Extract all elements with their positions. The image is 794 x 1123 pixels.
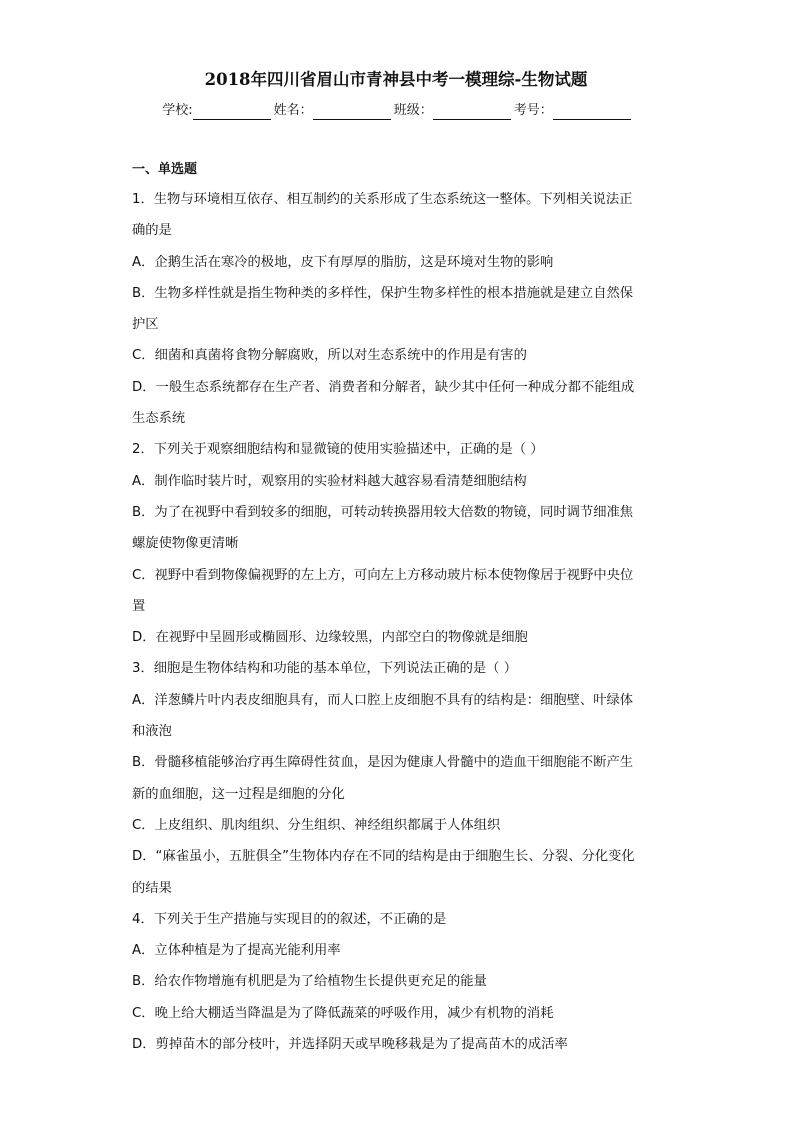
question-3-option-b: 新的血细胞，这一过程是细胞的分化 [132,786,345,802]
exam-number-blank[interactable] [553,105,631,120]
question-2-option-c: 置 [132,598,146,614]
question-1-stem-line: 确的是 [132,223,172,239]
question-4-option-d: D．剪掉苗木的部分枝叶，并选择阴天或早晚移栽是为了提高苗木的成活率 [132,1037,568,1053]
question-3-option-c: C．上皮组织、肌肉组织、分生组织、神经组织都属于人体组织 [132,817,501,833]
question-3-option-b: B．骨髓移植能够治疗再生障碍性贫血，是因为健康人骨髓中的造血干细胞能不断产生 [132,755,634,771]
question-1-option-a: A．企鹅生活在寒冷的极地，皮下有厚厚的脂肪，这是环境对生物的影响 [132,254,554,270]
class-label: 班级： [393,103,433,118]
question-2-option-a: A．制作临时装片时，观察用的实验材料越大越容易看清楚细胞结构 [132,473,527,489]
exam-number-field [514,102,631,120]
question-2-stem-line: 2．下列关于观察细胞结构和显微镜的使用实验描述中，正确的是（ ） [132,442,544,458]
question-4-stem-line: 4．下列关于生产措施与实现目的的叙述，不正确的是 [132,911,447,927]
name-blank[interactable] [313,105,391,120]
name-field [274,102,391,120]
section-title: 一、单选题 [132,162,198,177]
exam-title: 2018年四川省眉山市青神县中考一模理综-生物试题 [204,70,588,89]
class-blank[interactable] [433,105,511,120]
question-4-option-a: A．立体种植是为了提高光能利用率 [132,943,341,959]
question-list [132,184,660,1060]
student-info-line [136,102,660,120]
question-3-option-d: 的结果 [132,880,172,896]
question-1-option-c: C．细菌和真菌将食物分解腐败，所以对生态系统中的作用是有害的 [132,348,527,364]
question-3-option-d: D．“麻雀虽小，五脏俱全”生物体内存在不同的结构是由于细胞生长、分裂、分化变化 [132,849,635,865]
question-4-option-b: B．给农作物增施有机肥是为了给植物生长提供更充足的能量 [132,974,487,990]
school-label: 学校: [162,103,193,118]
question-1-option-b: 护区 [132,317,159,333]
question-3-option-a: A．洋葱鳞片叶内表皮细胞具有，而人口腔上皮细胞不具有的结构是：细胞壁、叶绿体 [132,692,634,708]
question-2-option-d: D．在视野中呈圆形或椭圆形、边缘较黑，内部空白的物像就是细胞 [132,630,528,646]
school-field [162,102,270,120]
name-label: 姓名： [273,103,313,118]
question-2-option-b: 螺旋使物像更清晰 [132,536,239,552]
question-4-option-c: C．晚上给大棚适当降温是为了降低蔬菜的呼吸作用，减少有机物的消耗 [132,1005,554,1021]
question-1-option-d: 生态系统 [132,411,186,427]
question-2-option-c: C．视野中看到物像偏视野的左上方，可向左上方移动玻片标本使物像居于视野中央位 [132,567,634,583]
exam-number-label: 考号： [513,103,553,118]
class-field [394,102,511,120]
question-1-stem-line: 1．生物与环境相互依存、相互制约的关系形成了生态系统这一整体。下列相关说法正 [132,192,633,207]
question-1-option-d: D．一般生态系统都存在生产者、消费者和分解者，缺少其中任何一种成分都不能组成 [132,379,635,395]
question-3-stem-line: 3．细胞是生物体结构和功能的基本单位，下列说法正确的是（ ） [132,661,517,677]
question-2-option-b: B．为了在视野中看到较多的细胞，可转动转换器用较大倍数的物镜，同时调节细准焦 [132,504,634,520]
question-3-option-a: 和液泡 [132,724,172,740]
school-blank[interactable] [193,105,271,120]
question-1-option-b: B．生物多样性就是指生物种类的多样性，保护生物多样性的根本措施就是建立自然保 [132,285,634,301]
